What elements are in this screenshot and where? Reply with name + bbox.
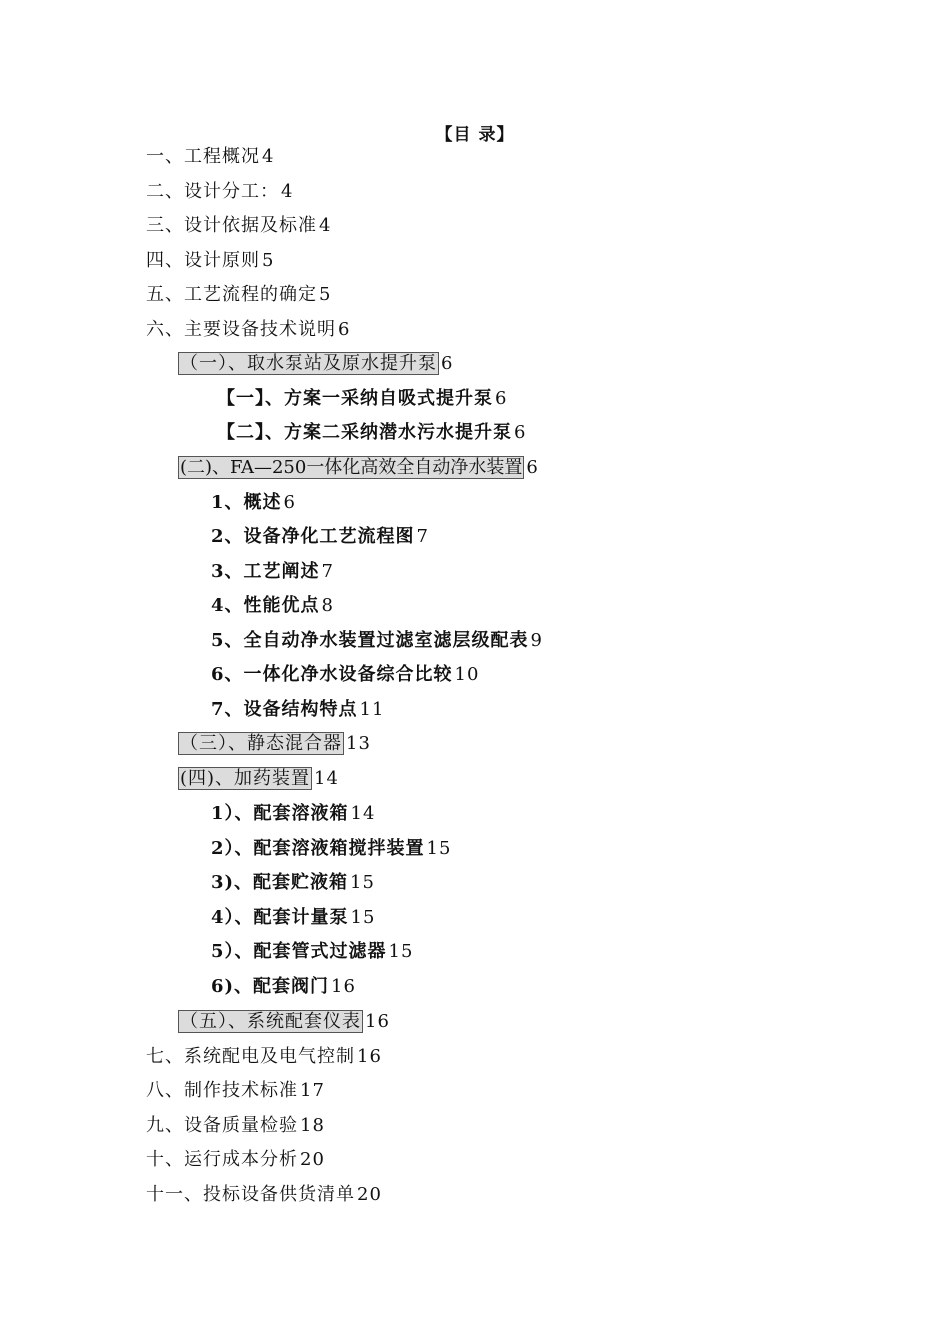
toc-entry[interactable] — [178, 352, 453, 376]
toc-page-number: 7 — [321, 561, 334, 582]
toc-entry-label: 一、工程概况 — [146, 146, 260, 167]
toc-entry[interactable] — [178, 456, 538, 480]
toc-page-number: 11 — [359, 699, 385, 720]
toc-entry-label: 五、工艺流程的确定 — [146, 284, 317, 305]
toc-entry-label: 2）、配套溶液箱搅拌装置 — [211, 838, 425, 859]
toc-entry-label: 【一】、方案一采纳自吸式提升泵 — [217, 388, 493, 409]
toc-page-number: 18 — [300, 1115, 325, 1136]
toc-page-number: 5 — [262, 250, 275, 271]
toc-page-number: 4 — [262, 146, 275, 167]
toc-entry[interactable] — [178, 767, 339, 791]
toc-page-number: 9 — [530, 630, 543, 651]
toc-page-number: 6 — [514, 422, 527, 443]
toc-entry[interactable] — [146, 1183, 382, 1207]
toc-entry[interactable] — [146, 1045, 382, 1069]
toc-entry[interactable] — [211, 629, 543, 653]
toc-entry-label: （三）、静态混合器 — [180, 733, 342, 754]
toc-page-number: 7 — [416, 526, 429, 547]
toc-entry-label: 四、设计原则 — [146, 250, 260, 271]
toc-page-number: 16 — [331, 976, 356, 997]
toc-entry[interactable] — [146, 283, 331, 307]
toc-page-number: 6 — [495, 388, 508, 409]
toc-entry[interactable] — [211, 560, 334, 584]
toc-entry[interactable] — [146, 145, 274, 169]
toc-entry-label: 【二】、方案二采纳潜水污水提升泵 — [217, 422, 512, 443]
toc-entry[interactable] — [146, 318, 350, 342]
toc-title: 【目 录】 — [435, 125, 515, 145]
toc-entry[interactable] — [217, 421, 526, 445]
toc-entry-label: 二、设计分工： — [146, 181, 279, 202]
toc-entry[interactable] — [211, 837, 451, 861]
toc-entry[interactable] — [217, 387, 507, 411]
toc-entry-label: 3、工艺阐述 — [211, 561, 320, 582]
toc-page-number: 5 — [319, 284, 332, 305]
toc-page-number: 13 — [346, 733, 371, 754]
toc-page-number: 15 — [350, 907, 376, 928]
toc-entry[interactable] — [211, 940, 413, 964]
toc-page-number: 14 — [350, 803, 376, 824]
toc-page-number: 14 — [314, 768, 339, 789]
toc-entry-label: 4）、配套计量泵 — [211, 907, 349, 928]
toc-page-number: 10 — [454, 664, 480, 685]
toc-entry-label: 六、主要设备技术说明 — [146, 319, 336, 340]
toc-entry[interactable] — [146, 180, 293, 204]
toc-entry-label: 1、概述 — [211, 492, 282, 513]
toc-entry[interactable] — [211, 871, 375, 895]
toc-page-number: 17 — [300, 1080, 325, 1101]
toc-page-number: 8 — [321, 595, 334, 616]
toc-entry-label: 七、系统配电及电气控制 — [146, 1046, 355, 1067]
toc-entry-label: 2、设备净化工艺流程图 — [211, 526, 415, 547]
toc-page-number: 4 — [319, 215, 332, 236]
toc-entry-label: 6、一体化净水设备综合比较 — [211, 664, 453, 685]
toc-entry-label: 三、设计依据及标准 — [146, 215, 317, 236]
toc-entry[interactable] — [211, 802, 375, 826]
toc-page-number: 15 — [426, 838, 452, 859]
toc-entry[interactable] — [146, 1114, 325, 1138]
toc-entry[interactable] — [211, 491, 296, 515]
toc-entry[interactable] — [178, 1010, 390, 1034]
toc-page-number: 16 — [365, 1011, 390, 1032]
toc-page-number: 20 — [357, 1184, 382, 1205]
toc-page-number: 4 — [281, 181, 294, 202]
toc-entry[interactable] — [146, 214, 331, 238]
toc-entry-label: 7、设备结构特点 — [211, 699, 358, 720]
toc-page-number: 16 — [357, 1046, 382, 1067]
toc-entry-label: (二)、FA—250一体化高效全自动净水装置 — [180, 457, 523, 478]
toc-entry-label: 1）、配套溶液箱 — [211, 803, 349, 824]
toc-entry[interactable] — [211, 594, 334, 618]
toc-page-number: 6 — [338, 319, 351, 340]
toc-entry-label: 八、制作技术标准 — [146, 1080, 298, 1101]
toc-entry[interactable] — [211, 975, 356, 999]
toc-entry[interactable] — [146, 249, 274, 273]
toc-entry[interactable] — [211, 525, 429, 549]
toc-page-number: 15 — [388, 941, 414, 962]
toc-entry-label: 5、全自动净水装置过滤室滤层级配表 — [211, 630, 529, 651]
toc-entry-label: 4、性能优点 — [211, 595, 320, 616]
toc-entry-label: 3)、配套贮液箱 — [211, 872, 349, 893]
toc-entry-label: （一）、取水泵站及原水提升泵 — [180, 353, 437, 374]
toc-page-number: 20 — [300, 1149, 325, 1170]
toc-entry-label: 6)、配套阀门 — [211, 976, 330, 997]
toc-entry[interactable] — [178, 732, 371, 756]
toc-page-number: 6 — [441, 353, 454, 374]
toc-entry[interactable] — [211, 698, 384, 722]
toc-entry-label: (四)、加药装置 — [180, 768, 311, 789]
toc-entry-label: 5）、配套管式过滤器 — [211, 941, 387, 962]
toc-entry-label: 十一、投标设备供货清单 — [146, 1184, 355, 1205]
toc-entry-label: 十、运行成本分析 — [146, 1149, 298, 1170]
toc-entry[interactable] — [146, 1079, 325, 1103]
toc-entry[interactable] — [211, 663, 479, 687]
toc-entry[interactable] — [146, 1148, 325, 1172]
toc-page-number: 15 — [350, 872, 375, 893]
toc-page-number: 6 — [526, 457, 538, 478]
toc-page-number: 6 — [283, 492, 296, 513]
toc-entry-label: 九、设备质量检验 — [146, 1115, 298, 1136]
toc-entry[interactable] — [211, 906, 375, 930]
toc-entry-label: （五）、系统配套仪表 — [180, 1011, 361, 1032]
